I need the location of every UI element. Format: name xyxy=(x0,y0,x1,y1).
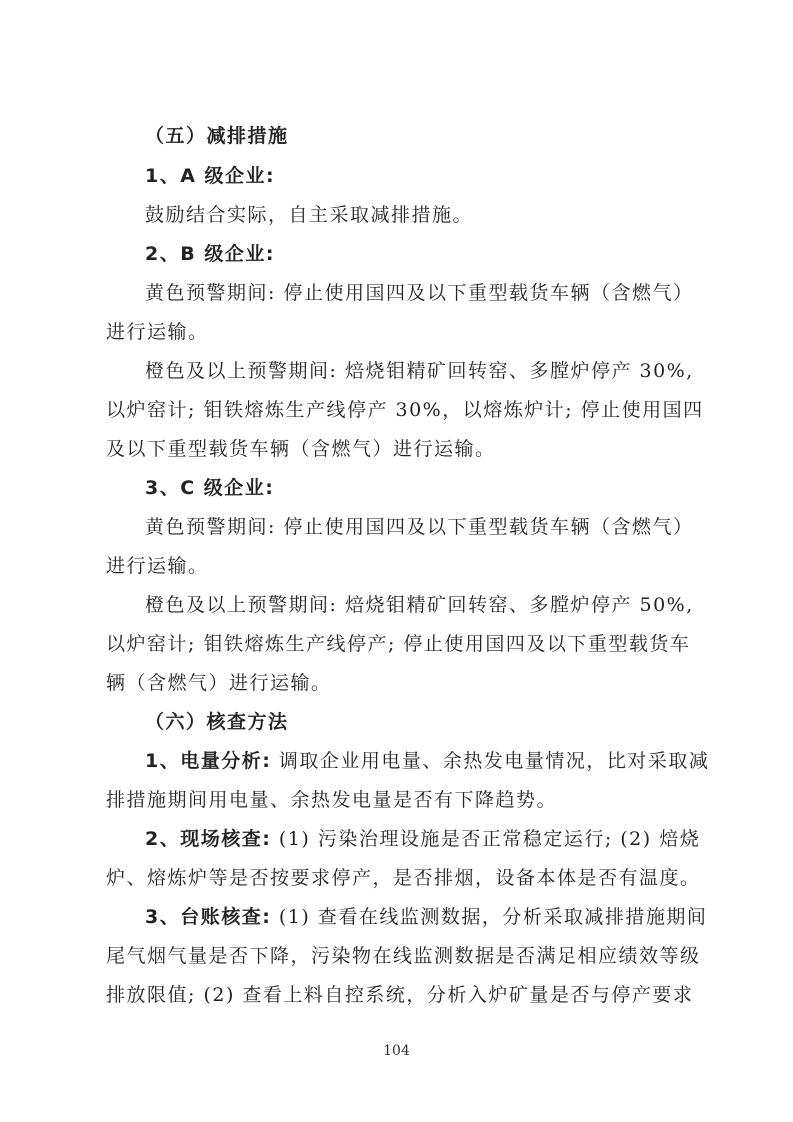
method-2-line-2: 炉、熔炼炉等是否按要求停产，是否排烟，设备本体是否有温度。 xyxy=(106,867,701,889)
grade-b-yellow-line-2: 进行运输。 xyxy=(106,321,209,343)
grade-b-yellow-line-1: 黄色预警期间: 停止使用国四及以下重型载货车辆（含燃气） xyxy=(145,282,694,304)
grade-b-orange-line-3: 及以下重型载货车辆（含燃气）进行运输。 xyxy=(106,438,496,460)
grade-c-yellow-line-1: 黄色预警期间: 停止使用国四及以下重型载货车辆（含燃气） xyxy=(145,516,694,538)
method-3-line-3: 排放限值; (2) 查看上料自控系统，分析入炉矿量是否与停产要求 xyxy=(106,984,694,1006)
grade-b-heading: 2、B 级企业: xyxy=(145,243,275,265)
grade-b-orange-line-1: 橙色及以上预警期间: 焙烧钼精矿回转窑、多膛炉停产 30%, xyxy=(145,360,694,382)
grade-a-body: 鼓励结合实际，自主采取减排措施。 xyxy=(145,204,474,226)
grade-c-orange-line-3: 辆（含燃气）进行运输。 xyxy=(106,672,332,694)
grade-c-orange-line-1: 橙色及以上预警期间: 焙烧钼精矿回转窑、多膛炉停产 50%, xyxy=(145,594,694,616)
grade-a-heading: 1、A 级企业: xyxy=(145,165,276,187)
method-1-line-2: 排措施期间用电量、余热发电量是否有下降趋势。 xyxy=(106,789,558,811)
page-number: 104 xyxy=(383,1043,410,1059)
section-heading-five: （五）减排措施 xyxy=(145,125,289,147)
grade-c-heading: 3、C 级企业: xyxy=(145,477,275,499)
method-1-text: 调取企业用电量、余热发电量情况，比对采取减 xyxy=(271,750,710,772)
method-2-line-1 xyxy=(145,826,700,852)
method-3-label: 3、台账核查: xyxy=(145,906,272,928)
method-2-label: 2、现场核查: xyxy=(145,828,272,850)
method-3-line-1 xyxy=(145,904,707,930)
method-1-line-1 xyxy=(145,748,709,774)
method-3-line-2: 尾气烟气量是否下降，污染物在线监测数据是否满足相应绩效等级 xyxy=(106,945,701,967)
method-2-text: (1) 污染治理设施是否正常稳定运行; (2) 焙烧 xyxy=(271,828,701,850)
method-1-label: 1、电量分析: xyxy=(145,750,272,772)
grade-c-orange-line-2: 以炉窑计; 钼铁熔炼生产线停产; 停止使用国四及以下重型载货车 xyxy=(106,633,691,655)
grade-b-orange-line-2: 以炉窑计; 钼铁熔炼生产线停产 30%，以熔炼炉计; 停止使用国四 xyxy=(106,399,704,421)
grade-c-yellow-line-2: 进行运输。 xyxy=(106,555,209,577)
method-3-text: (1) 查看在线监测数据，分析采取减排措施期间 xyxy=(271,906,708,928)
section-heading-six: （六）核查方法 xyxy=(145,711,289,733)
